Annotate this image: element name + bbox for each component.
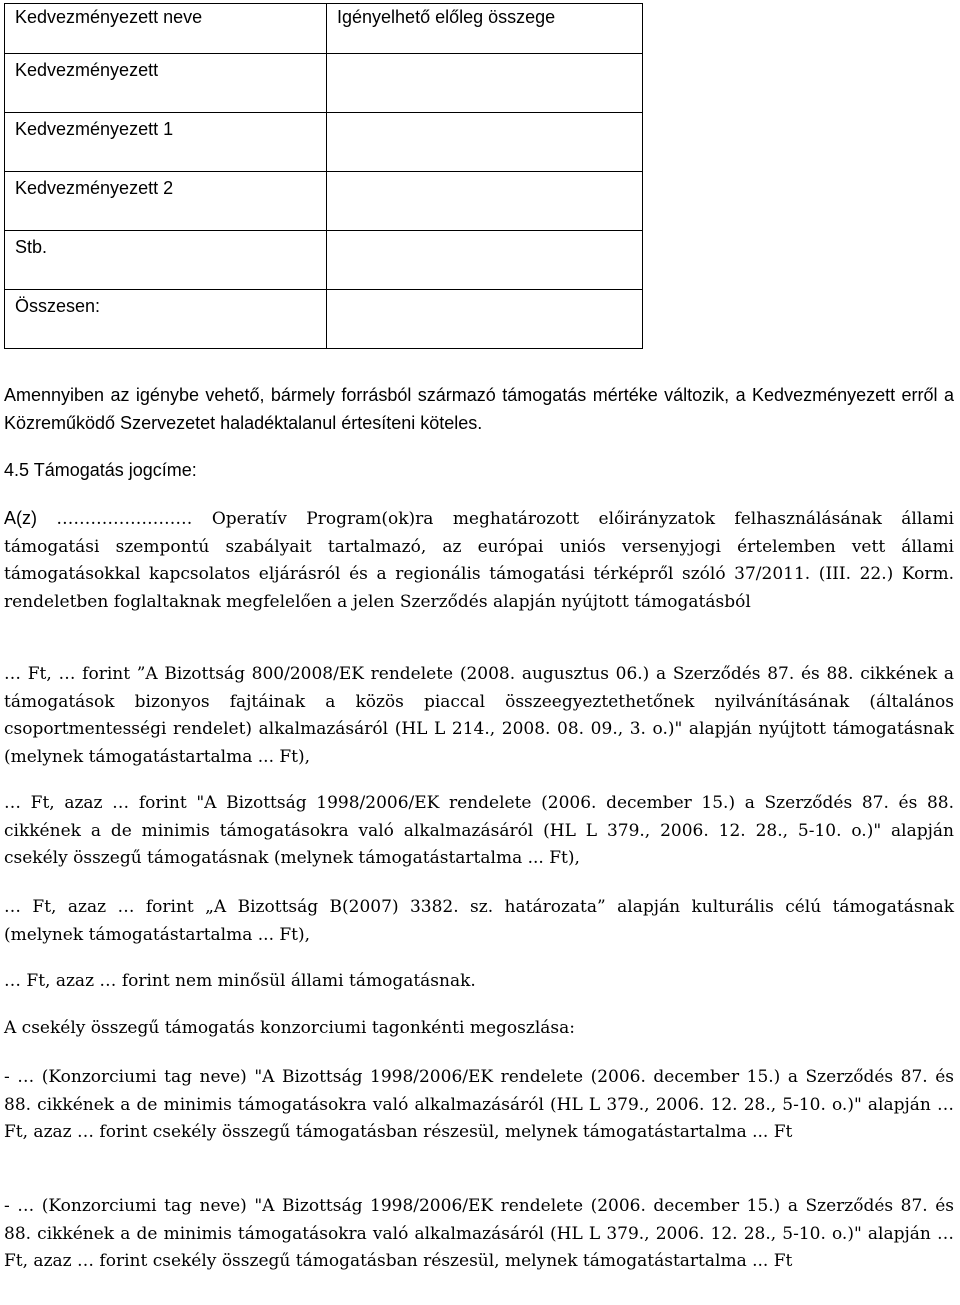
legal-basis-prefix: A(z)	[4, 508, 37, 528]
table-cell-name: Kedvezményezett	[5, 54, 327, 113]
table-cell-amount	[327, 54, 643, 113]
table-cell-name: Kedvezményezett 2	[5, 172, 327, 231]
legal-basis-paragraph	[4, 505, 954, 616]
consortium-item-1: - … (Konzorciumi tag neve) "A Bizottság 1998/2006/EK rendelete (2006. december 15.) a Szerződés 87. és 88. cikkének a de minimis támogatásokra való alkalmazásáról (HL L 379., 2006. 12. 28., 5-10. o.)" alapján … Ft, azaz … forint csekély összegű támogatásban részesül, melynek támogatástartalma ... Ft	[4, 1067, 954, 1142]
table-cell-amount	[327, 113, 643, 172]
deminimis-item-paragraph: … Ft, azaz … forint "A Bizottság 1998/2006/EK rendelete (2006. december 15.) a Szerződés 87. és 88. cikkének a de minimis támogatásokra való alkalmazásáról (HL L 379., 2006. 12. 28., 5-10. o.)" alapján csekély összegű támogatásnak (melynek támogatástartalma ... Ft),	[4, 793, 954, 868]
table-cell-amount	[327, 231, 643, 290]
beneficiary-advance-table	[4, 3, 643, 349]
table-row	[5, 231, 643, 290]
section-heading: 4.5 Támogatás jogcíme:	[4, 460, 197, 480]
table-cell-name: Összesen:	[5, 290, 327, 349]
consortium-heading: A csekély összegű támogatás konzorciumi tagonkénti megoszlása:	[4, 1018, 575, 1038]
table-header-name: Kedvezményezett neve	[5, 4, 327, 54]
table-header-row	[5, 4, 643, 54]
table-row	[5, 172, 643, 231]
table-cell-name: Stb.	[5, 231, 327, 290]
table-row	[5, 54, 643, 113]
table-header-amount: Igényelhető előleg összege	[327, 4, 643, 54]
table-cell-amount	[327, 290, 643, 349]
consortium-item-2: - … (Konzorciumi tag neve) "A Bizottság 1998/2006/EK rendelete (2006. december 15.) a Szerződés 87. és 88. cikkének a de minimis támogatásokra való alkalmazásáról (HL L 379., 2006. 12. 28., 5-10. o.)" alapján … Ft, azaz … forint csekély összegű támogatásban részesül, melynek támogatástartalma ... Ft	[4, 1196, 954, 1271]
non-state-aid-paragraph: … Ft, azaz … forint nem minősül állami támogatásnak.	[4, 971, 476, 991]
legal-basis-text: …………………… Operatív Program(ok)ra meghatározott előirányzatok felhasználásának állami támogatási szempontú szabályait tartalmazó, az európai uniós versenyjogi értelemben vett állami támogatásokkal kapcsolatos eljárásról és a regionális támogatási térképről szóló 37/2011. (III. 22.) Korm. rendeletben foglaltaknak megfelelően a jelen Szerződés alapján nyújtott támogatásból	[4, 509, 954, 612]
table-row	[5, 113, 643, 172]
table-cell-amount	[327, 172, 643, 231]
change-notice-paragraph: Amennyiben az igénybe vehető, bármely forrásból származó támogatás mértéke változik, a Kedvezményezett erről a Közreműködő Szervezetet haladéktalanul értesíteni köteles.	[4, 385, 954, 433]
culture-item-paragraph: … Ft, azaz … forint „A Bizottság B(2007) 3382. sz. határozata” alapján kulturális célú támogatásnak (melynek támogatástartalma ... Ft),	[4, 897, 954, 945]
gber-item-paragraph: … Ft, … forint ”A Bizottság 800/2008/EK rendelete (2008. augusztus 06.) a Szerződés 87. és 88. cikkének a támogatások bizonyos fajtáinak a közös piaccal összeegyeztethetőnek nyilvánításának (általános csoportmentességi rendelet) alkalmazásáról (HL L 214., 2008. 08. 09., 3. o.)" alapján nyújtott támogatásnak (melynek támogatástartalma ... Ft),	[4, 664, 954, 767]
table-row	[5, 290, 643, 349]
table-cell-name: Kedvezményezett 1	[5, 113, 327, 172]
